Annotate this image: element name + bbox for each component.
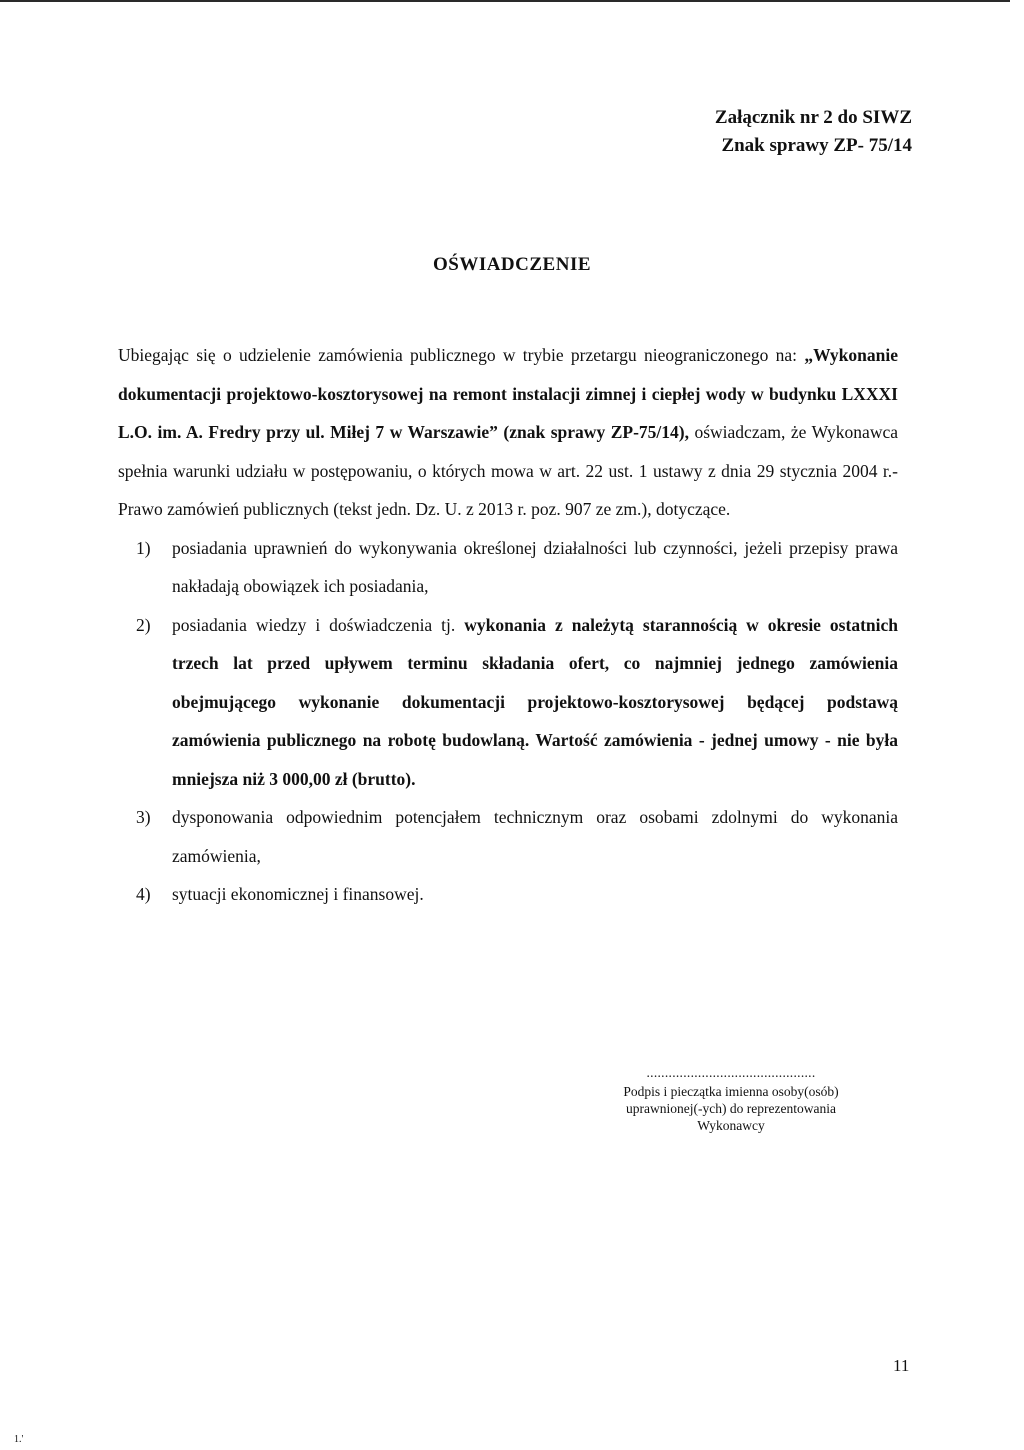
requirement-item	[118, 606, 898, 799]
signature-caption-line1: Podpis i pieczątka imienna osoby(osób)	[623, 1084, 839, 1099]
corner-mark: 1.'	[14, 1434, 24, 1445]
requirement-number: 2)	[136, 614, 151, 635]
signature-block	[568, 1064, 894, 1134]
document-title: OŚWIADCZENIE	[432, 254, 592, 275]
top-rule	[0, 0, 1010, 2]
requirement-bold-text: wykonania z należytą starannością w okresie ostatnich trzech lat przed upływem terminu składania ofert, co najmniej jednego zamówienia obejmującego wykonanie dokumentacji projektowo-kosztorysowej będącej podstawą zamówienia publicznego na robotę budowlaną. Wartość zamówienia - jednej umowy - nie była mniejsza niż 3 000,00 zł (brutto).	[172, 614, 898, 789]
requirement-text: posiadania wiedzy i doświadczenia tj.	[172, 614, 465, 635]
requirement-number: 3)	[136, 807, 151, 827]
signature-caption-line2: uprawnionej(-ych) do reprezentowania	[626, 1101, 836, 1116]
requirement-item	[118, 529, 898, 606]
requirements-list	[118, 529, 898, 914]
document-header	[715, 104, 912, 160]
intro-paragraph	[118, 336, 898, 529]
attachment-label: Załącznik nr 2 do SIWZ	[714, 107, 912, 128]
requirement-item	[118, 798, 898, 875]
requirement-number: 1)	[136, 537, 151, 558]
requirement-text: posiadania uprawnień do wykonywania określonej działalności lub czynności, jeżeli przepisy prawa nakładają obowiązek ich posiadania,	[172, 537, 898, 596]
requirement-item	[118, 875, 898, 914]
document-body	[118, 336, 898, 914]
intro-lead: Ubiegając się o udzielenie zamówienia publicznego w trybie przetargu nieograniczonego na:	[118, 345, 805, 365]
intro-subject: „Wykonanie dokumentacji projektowo-kosztorysowej na remont instalacji zimnej i ciepłej wody w budynku LXXXI L.O. im. A. Fredry przy ul. Miłej 7 w Warszawie” (znak sprawy ZP-75/14),	[118, 345, 898, 442]
requirement-number: 4)	[136, 884, 151, 904]
case-number: Znak sprawy ZP- 75/14	[721, 135, 912, 156]
requirement-text: dysponowania odpowiednim potencjałem technicznym oraz osobami zdolnymi do wykonania zamówienia,	[172, 807, 898, 866]
requirement-text: sytuacji ekonomicznej i finansowej.	[172, 884, 424, 904]
page-number: 11	[893, 1356, 910, 1375]
signature-caption-line3: Wykonawcy	[697, 1118, 765, 1133]
signature-line: ..............................................	[646, 1065, 816, 1080]
intro-rest: oświadczam, że Wykonawca spełnia warunki udziału w postępowaniu, o których mowa w art. 22 ust. 1 ustawy z dnia 29 stycznia 2004 r.- Prawo zamówień publicznych (tekst jedn. Dz. U. z 2013 r. poz. 907 ze zm.), dotyczące.	[118, 422, 898, 519]
